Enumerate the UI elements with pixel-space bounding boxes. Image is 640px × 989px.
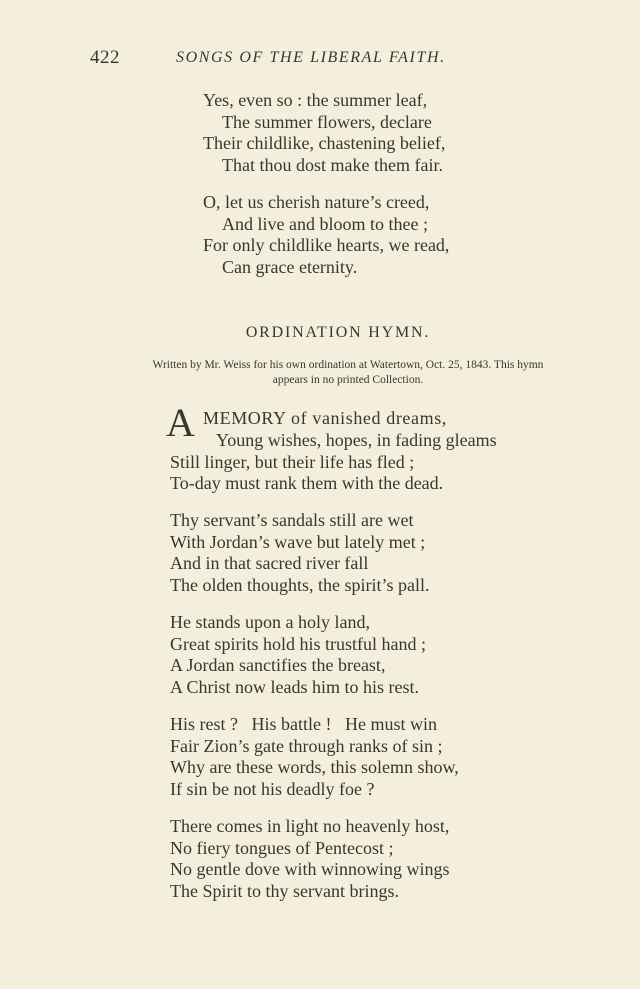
verse-line: Their childlike, chastening belief, (203, 133, 446, 153)
verse-line: That thou dost make them fair. (222, 154, 443, 175)
hymn-stanza (170, 510, 429, 596)
hymn-stanza (170, 612, 426, 698)
hymn-stanza (170, 714, 459, 800)
verse-line: The Spirit to thy servant brings. (170, 880, 399, 901)
verse-line: He stands upon a holy land, (170, 612, 370, 632)
hymn-title: ORDINATION HYMN. (245, 324, 431, 341)
poem-stanza (203, 90, 445, 176)
verse-line: Can grace eternity. (222, 256, 358, 277)
verse-line: The summer flowers, declare (222, 111, 432, 132)
verse-line: For only childlike hearts, we read, (203, 235, 450, 255)
verse-line: O, let us cherish nature’s creed, (203, 192, 430, 212)
hymn-note-line: Written by Mr. Weiss for his own ordination at Watertown, Oct. 25, 1843. This hymn (152, 359, 544, 371)
hymn-stanza (170, 430, 497, 495)
verse-line: And live and bloom to thee ; (222, 213, 428, 234)
verse-line: A Jordan sanctifies the breast, (170, 655, 386, 675)
verse-line: Thy servant’s sandals still are wet (170, 510, 414, 530)
verse-line: No gentle dove with winnowing wings (170, 859, 450, 879)
hymn-note (100, 358, 596, 388)
verse-line: With Jordan’s wave but lately met ; (170, 531, 426, 552)
page-header (90, 47, 510, 71)
verse-line: MEMORY of vanished dreams, (203, 408, 447, 428)
verse-line: Fair Zion’s gate through ranks of sin ; (170, 735, 443, 756)
page-number: 422 (90, 47, 120, 68)
drop-cap: A (166, 400, 195, 445)
hymn-first-line (203, 408, 447, 430)
verse-line: To-day must rank them with the dead. (170, 473, 444, 493)
verse-line: If sin be not his deadly foe ? (170, 778, 375, 799)
verse-line: His rest ? His battle ! He must win (170, 714, 437, 734)
verse-line: Still linger, but their life has fled ; (170, 451, 415, 472)
hymn-note-line: appears in no printed Collection. (272, 374, 424, 386)
verse-line: Great spirits hold his trustful hand ; (170, 633, 426, 654)
verse-line: Why are these words, this solemn show, (170, 757, 459, 777)
verse-line: And in that sacred river fall (170, 553, 369, 573)
verse-line: Yes, even so : the summer leaf, (203, 90, 428, 110)
poem-stanza (203, 192, 449, 278)
verse-line: There comes in light no heavenly host, (170, 816, 450, 836)
verse-line: A Christ now leads him to his rest. (170, 676, 419, 697)
verse-line: No fiery tongues of Pentecost ; (170, 837, 394, 858)
verse-line: Young wishes, hopes, in fading gleams (216, 430, 497, 450)
hymn-stanza (170, 816, 449, 902)
running-title: SONGS OF THE LIBERAL FAITH. (176, 49, 446, 66)
verse-line: The olden thoughts, the spirit’s pall. (170, 574, 430, 595)
